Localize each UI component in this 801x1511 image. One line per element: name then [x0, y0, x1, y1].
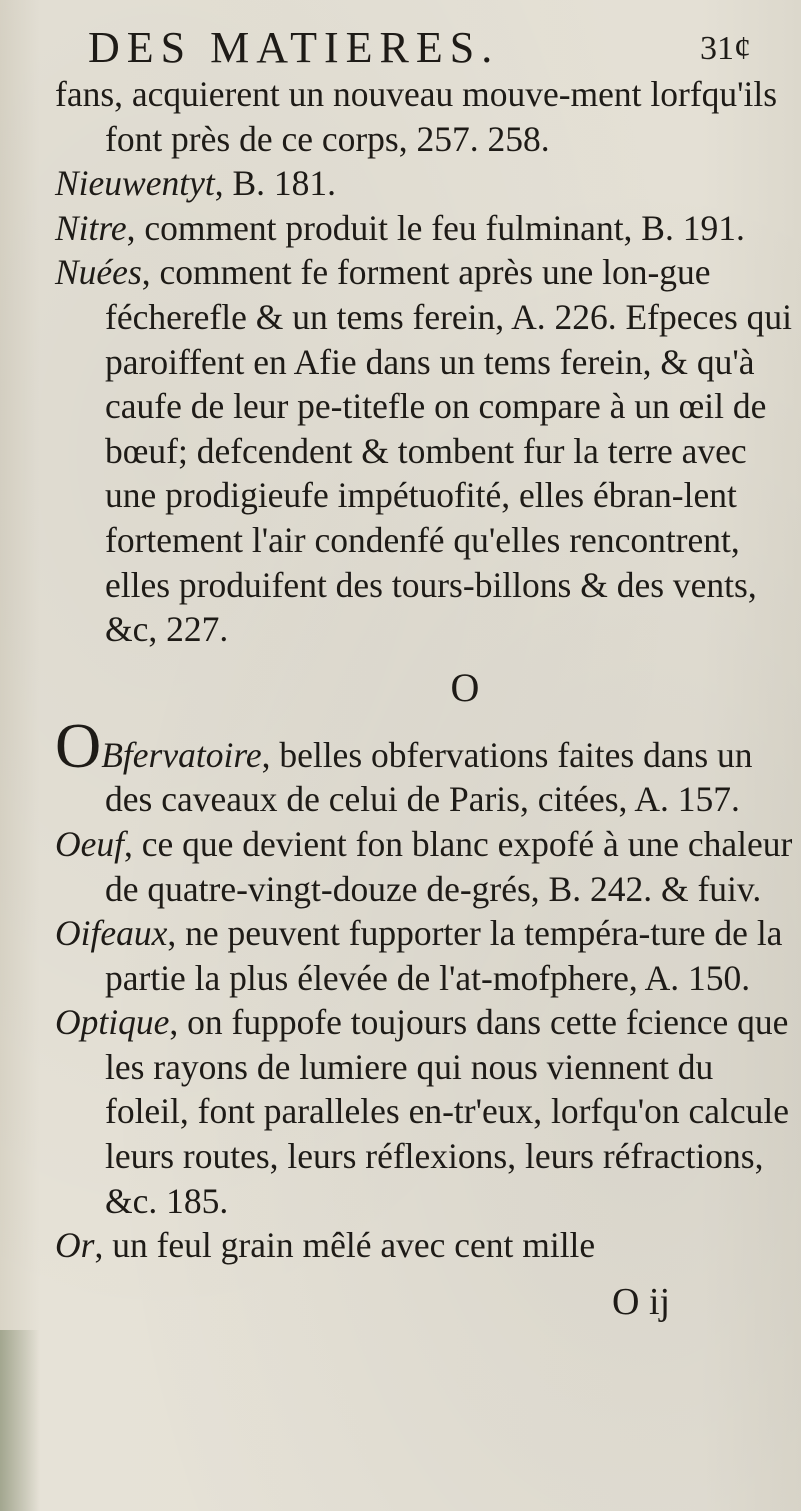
entry-head: Nieuwentyt	[55, 163, 215, 204]
index-entries	[55, 72, 795, 1268]
entry-text: , ce que devient fon blanc expofé à une chaleur de quatre-vingt-douze de-grés, B. 242. & fuiv.	[105, 823, 793, 909]
index-entry	[55, 911, 795, 1000]
page-edge-shadow	[0, 1330, 40, 1511]
index-entry	[55, 1223, 795, 1268]
entry-head: Nuées	[55, 252, 142, 293]
index-entry	[55, 1000, 795, 1223]
index-entry	[55, 709, 795, 822]
section-letter: O	[450, 664, 480, 710]
index-entry	[55, 72, 795, 161]
entry-head: Bfervatoire	[101, 734, 262, 775]
entry-text: , belles obfervations faites dans un des caveaux de celui de Paris, citées, A. 157.	[105, 734, 753, 820]
entry-head: Optique	[55, 1002, 170, 1043]
page-number: 31¢	[700, 30, 751, 67]
signature-mark: O ij	[612, 1281, 671, 1323]
entry-head: Oeuf	[55, 823, 125, 864]
running-title: DES MATIERES.	[88, 23, 500, 72]
entry-head: Nitre	[55, 207, 127, 248]
entry-text: , comment produit le feu fulminant, B. 191.	[126, 207, 745, 248]
index-entry	[55, 206, 795, 251]
entry-text: , B. 181.	[214, 163, 337, 204]
drop-cap: O	[55, 709, 102, 781]
entry-head: Or	[55, 1225, 95, 1266]
index-entry	[55, 250, 795, 651]
entry-head: Oifeaux	[55, 913, 168, 954]
entry-text: , on fuppofe toujours dans cette fcience que les rayons de lumiere qui nous viennent du foleil, font paralleles en-tr'eux, lorfqu'on calcule leurs routes, leurs réflexions, leurs réfractions, &c. 185.	[105, 1002, 790, 1221]
entry-text: fans, acquierent un nouveau mouve-ment lorfqu'ils font près de ce corps, 257. 258.	[55, 74, 778, 159]
entry-text: , ne peuvent fupporter la tempéra-ture de la partie la plus élevée de l'at-mofphere, A. 150.	[105, 913, 783, 998]
index-entry	[55, 161, 795, 206]
entry-text: , comment fe forment après une lon-gue fécherefle & un tems ferein, A. 226. Efpeces qui paroiffent en Afie dans un tems ferein, & qu'à caufe de leur pe-titefle on compare à un œil de bœuf; defcendent & tombent fur la terre avec une prodigieufe impétuofité, elles ébran-lent fortement l'air condenfé qu'elles rencontrent, elles produifent des tours-billons & des vents, &c, 227.	[105, 252, 793, 650]
entry-text: , un feul grain mêlé avec cent mille	[94, 1225, 596, 1266]
index-entry	[55, 822, 795, 911]
